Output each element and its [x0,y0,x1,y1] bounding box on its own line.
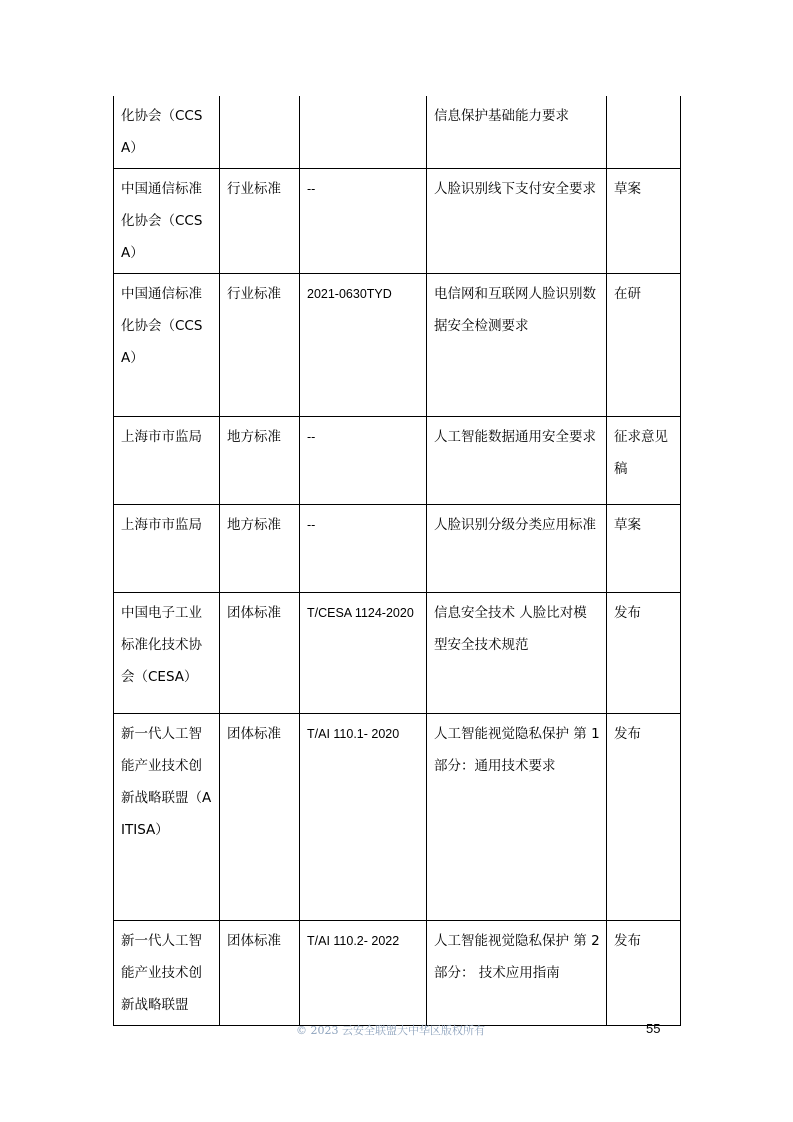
cell-standard-name: 人工智能视觉隐私保护 第 1 部分：通用技术要求 [427,714,607,921]
table-row [114,714,681,921]
cell-standard-name: 人脸识别分级分类应用标准 [427,505,607,593]
cell-status: 草案 [607,169,681,274]
cell-standard-code: -- [300,417,427,505]
cell-standard-name: 信息安全技术 人脸比对模型安全技术规范 [427,593,607,714]
cell-standard-name: 人脸识别线下支付安全要求 [427,169,607,274]
cell-standard-name: 人工智能视觉隐私保护 第 2 部分： 技术应用指南 [427,921,607,1026]
cell-standard-type: 团体标准 [220,921,300,1026]
cell-standard-name: 信息保护基础能力要求 [427,96,607,169]
cell-standard-type: 团体标准 [220,714,300,921]
cell-organization: 新一代人工智能产业技术创新战略联盟 [114,921,220,1026]
cell-organization: 上海市市监局 [114,505,220,593]
table-row [114,96,681,169]
cell-standard-type: 行业标准 [220,274,300,417]
cell-status [607,96,681,169]
cell-organization: 化协会（CCSA） [114,96,220,169]
cell-standard-name: 电信网和互联网人脸识别数据安全检测要求 [427,274,607,417]
cell-standard-code: T/CESA 1124-2020 [300,593,427,714]
cell-organization: 新一代人工智能产业技术创新战略联盟（AITISA） [114,714,220,921]
cell-status: 发布 [607,714,681,921]
table-row [114,169,681,274]
table-row [114,417,681,505]
table-row [114,921,681,1026]
cell-standard-code: T/AI 110.1- 2020 [300,714,427,921]
cell-standard-type: 地方标准 [220,505,300,593]
cell-organization: 中国通信标准化协会（CCSA） [114,169,220,274]
cell-status: 在研 [607,274,681,417]
cell-standard-type: 行业标准 [220,169,300,274]
cell-status: 草案 [607,505,681,593]
cell-standard-type [220,96,300,169]
cell-status: 发布 [607,921,681,1026]
cell-status: 发布 [607,593,681,714]
table-row [114,505,681,593]
cell-standard-type: 地方标准 [220,417,300,505]
cell-organization: 上海市市监局 [114,417,220,505]
footer-copyright: © 2023 云安全联盟大中华区版权所有 [296,1024,485,1037]
cell-status: 征求意见稿 [607,417,681,505]
cell-standard-type: 团体标准 [220,593,300,714]
cell-standard-code: -- [300,505,427,593]
table-row [114,593,681,714]
standards-table [113,96,681,1026]
cell-organization: 中国通信标准化协会（CCSA） [114,274,220,417]
page-number: 55 [646,1021,661,1036]
cell-standard-code: T/AI 110.2- 2022 [300,921,427,1026]
cell-standard-name: 人工智能数据通用安全要求 [427,417,607,505]
cell-organization: 中国电子工业标准化技术协会（CESA） [114,593,220,714]
cell-standard-code [300,96,427,169]
cell-standard-code: 2021-0630TYD [300,274,427,417]
cell-standard-code: -- [300,169,427,274]
table-row [114,274,681,417]
